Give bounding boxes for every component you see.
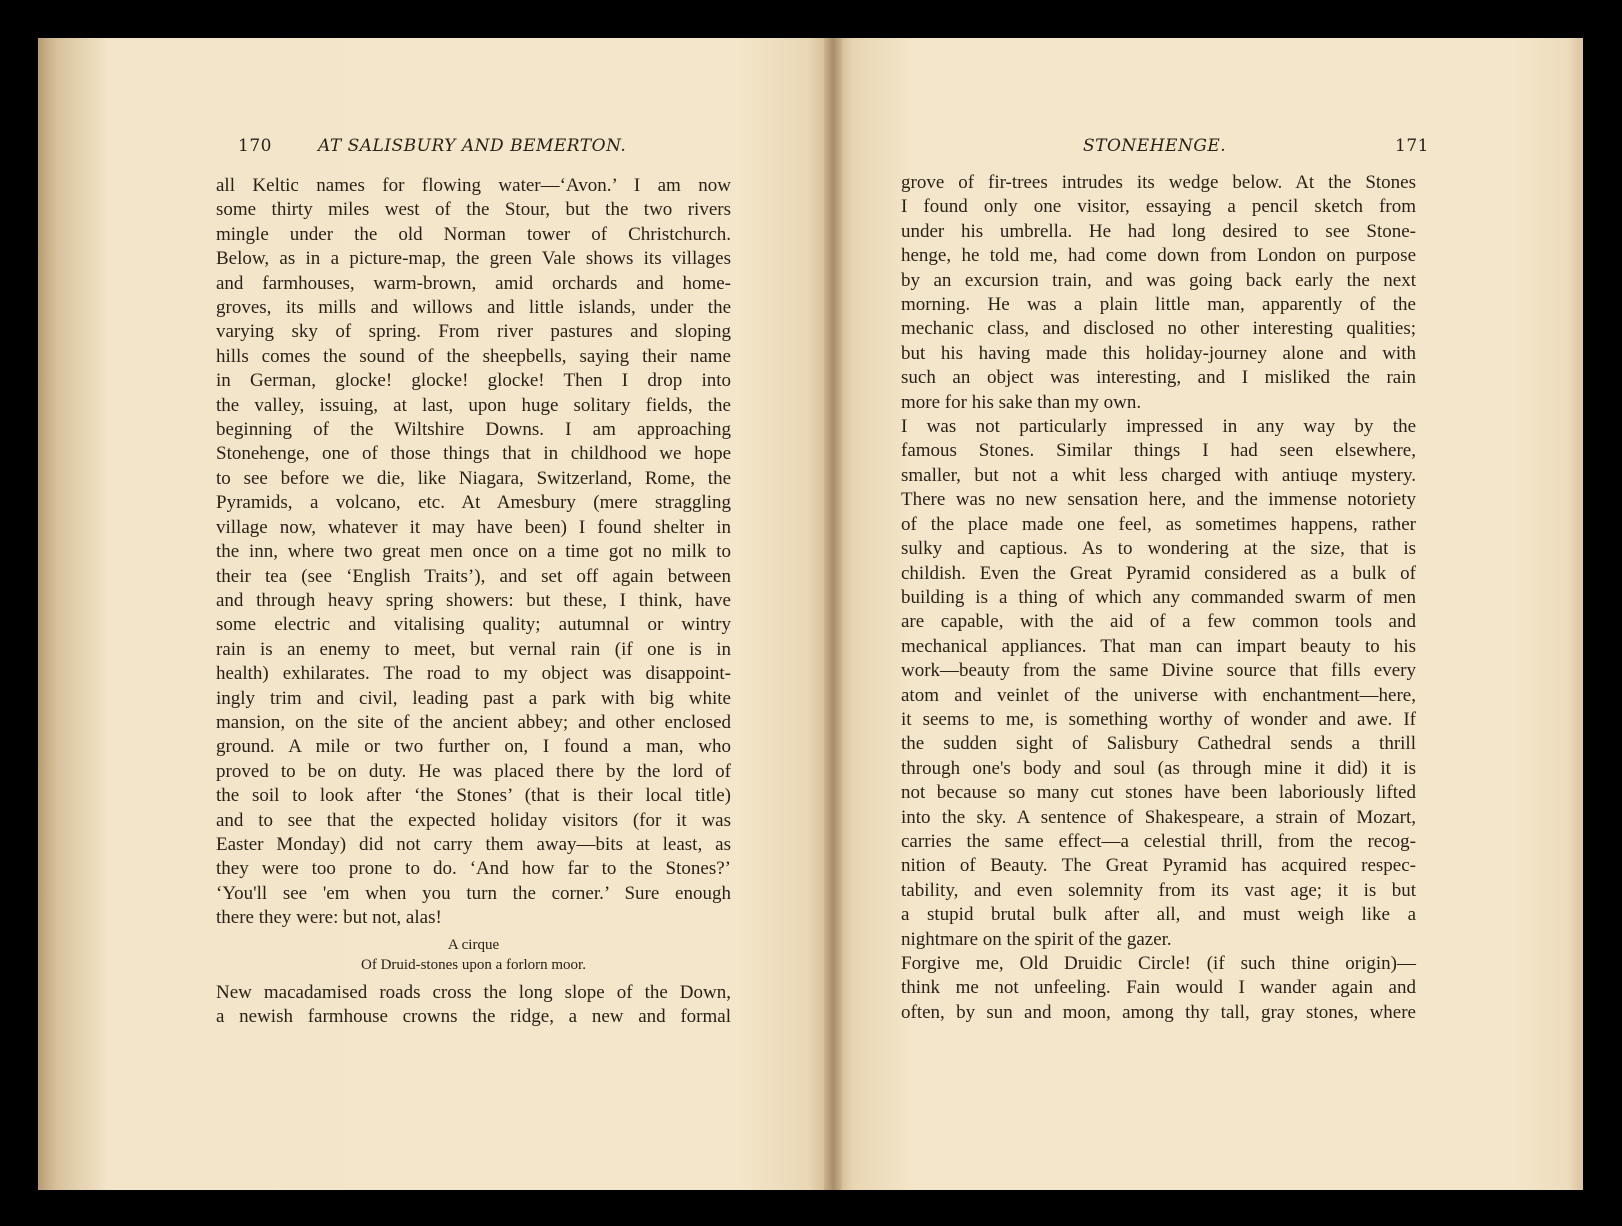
- text-line: often, by sun and moon, among thy tall, gray stones, where: [901, 1001, 1416, 1023]
- text-line: hills comes the sound of the sheepbells, saying their name: [216, 345, 731, 367]
- text-line: the valley, issuing, at last, upon huge solitary fields, the: [216, 394, 731, 416]
- text-line: ground. A mile or two further on, I found a man, who: [216, 736, 731, 758]
- text-line: proved to be on duty. He was placed there by the lord of: [216, 760, 731, 782]
- open-book: [38, 38, 1583, 1190]
- text-line: nightmare on the spirit of the gazer.: [901, 928, 1172, 950]
- text-line: village now, whatever it may have been) I found shelter in: [216, 516, 731, 538]
- text-line: the sudden sight of Salisbury Cathedral sends a thrill: [901, 733, 1416, 755]
- text-line: they were too prone to do. ‘And how far to the Stones?’: [216, 858, 731, 880]
- text-line: I found only one visitor, essaying a pencil sketch from: [901, 196, 1416, 218]
- text-line: to see before we die, like Niagara, Switzerland, Rome, the: [216, 467, 731, 489]
- text-line: grove of fir-trees intrudes its wedge below. At the Stones: [901, 172, 1416, 193]
- text-line: mingle under the old Norman tower of Christchurch.: [216, 223, 731, 245]
- text-line: their tea (see ‘English Traits’), and set off again between: [216, 565, 731, 587]
- text-line: mechanical appliances. That man can impart beauty to his: [901, 635, 1416, 657]
- text-line: some electric and vitalising quality; autumnal or wintry: [216, 614, 731, 636]
- text-line: not because so many cut stones have been laboriously lifted: [901, 782, 1416, 804]
- text-line: a stupid brutal bulk after all, and must weigh like a: [901, 904, 1416, 926]
- text-line: there they were: but not, alas!: [216, 907, 442, 929]
- text-line: morning. He was a plain little man, apparently of the: [901, 294, 1416, 316]
- text-line: sulky and captious. As to wondering at the size, that is: [901, 538, 1416, 560]
- text-line: but his having made this holiday-journey alone and with: [901, 342, 1416, 364]
- text-line: mechanic class, and disclosed no other interesting qualities;: [901, 318, 1416, 340]
- text-line: Below, as in a picture-map, the green Vale shows its villages: [216, 248, 731, 270]
- quote-line: A cirque: [447, 936, 500, 953]
- text-line: by an excursion train, and was going back early the next: [901, 269, 1416, 291]
- text-line: under his umbrella. He had long desired to see Stone-: [901, 220, 1416, 242]
- text-line: Easter Monday) did not carry them away—bits at least, as: [216, 833, 731, 855]
- text-line: through one's body and soul (as through mine it did) it is: [901, 757, 1416, 779]
- left-page: [38, 38, 833, 1190]
- text-line: health) exhilarates. The road to my object was disappoint-: [216, 663, 731, 685]
- text-line: in German, glocke! glocke! glocke! Then I drop into: [216, 370, 731, 392]
- text-line: nition of Beauty. The Great Pyramid has acquired respec-: [901, 855, 1416, 877]
- text-line: ingly trim and civil, leading past a park with big white: [216, 687, 731, 709]
- text-line: and farmhouses, warm-brown, amid orchards and home-: [216, 272, 731, 294]
- text-line: Forgive me, Old Druidic Circle! (if such thine origin)—: [901, 953, 1416, 974]
- text-line: carries the same effect—a celestial thrill, from the recog-: [901, 830, 1416, 852]
- text-line: think me not unfeeling. Fain would I wander again and: [901, 977, 1416, 999]
- text-line: I was not particularly impressed in any way by the: [901, 416, 1416, 438]
- running-head-left: AT SALISBURY AND BEMERTON.: [318, 136, 627, 156]
- book-gutter: [824, 38, 842, 1190]
- text-line: mansion, on the site of the ancient abbey; and other enclosed: [216, 711, 731, 733]
- text-line: building is a thing of which any commanded swarm of men: [901, 586, 1416, 608]
- text-line: and to see that the expected holiday visitors (for it was: [216, 809, 731, 831]
- text-line: into the sky. A sentence of Shakespeare, a strain of Mozart,: [901, 806, 1416, 828]
- text-line: of the place made one feel, as sometimes happens, rather: [901, 513, 1416, 535]
- text-line: more for his sake than my own.: [901, 391, 1142, 413]
- text-line: childish. Even the Great Pyramid considered as a bulk of: [901, 562, 1416, 584]
- running-head-right: STONEHENGE.: [1083, 136, 1227, 156]
- page-number-right: 171: [1395, 136, 1429, 156]
- quote-line: Of Druid-stones upon a forlorn moor.: [361, 956, 586, 973]
- text-line: rain is an enemy to meet, but vernal rain (if one is in: [216, 638, 731, 660]
- text-line: smaller, but not a whit less charged with antiuqe mystery.: [901, 464, 1416, 486]
- text-line: such an object was interesting, and I misliked the rain: [901, 367, 1416, 389]
- text-line: and through heavy spring showers: but these, I think, have: [216, 589, 731, 611]
- page-number-left: 170: [238, 136, 272, 156]
- right-page-body: [901, 171, 1416, 1025]
- text-line: ‘You'll see 'em when you turn the corner.’ Sure enough: [216, 882, 731, 904]
- text-line: New macadamised roads cross the long slope of the Down,: [216, 981, 731, 1003]
- text-line: a newish farmhouse crowns the ridge, a new and formal: [216, 1006, 731, 1027]
- text-line: tability, and even solemnity from its vast age; it is but: [901, 879, 1416, 901]
- text-line: famous Stones. Similar things I had seen elsewhere,: [901, 440, 1416, 462]
- text-line: Pyramids, a volcano, etc. At Amesbury (mere straggling: [216, 492, 731, 514]
- text-line: all Keltic names for flowing water—‘Avon.’ I am now: [216, 175, 731, 196]
- text-line: it seems to me, is something worthy of wonder and awe. If: [901, 708, 1416, 730]
- left-page-body: [216, 174, 731, 1029]
- text-line: beginning of the Wiltshire Downs. I am approaching: [216, 419, 731, 441]
- text-line: henge, he told me, had come down from London on purpose: [901, 245, 1416, 267]
- text-line: the inn, where two great men once on a time got no milk to: [216, 541, 731, 563]
- text-line: Stonehenge, one of those things that in childhood we hope: [216, 443, 731, 465]
- text-line: work—beauty from the same Divine source that fills every: [901, 660, 1416, 682]
- text-line: the soil to look after ‘the Stones’ (that is their local title): [216, 785, 731, 807]
- text-line: atom and veinlet of the universe with enchantment—here,: [901, 684, 1416, 706]
- right-page: [833, 38, 1583, 1190]
- text-line: some thirty miles west of the Stour, but the two rivers: [216, 199, 731, 221]
- verse-quote: [216, 935, 731, 975]
- text-line: are capable, with the aid of a few common tools and: [901, 611, 1416, 633]
- text-line: varying sky of spring. From river pastures and sloping: [216, 321, 731, 343]
- text-line: There was no new sensation here, and the immense notoriety: [901, 489, 1416, 511]
- text-line: groves, its mills and willows and little islands, under the: [216, 297, 731, 319]
